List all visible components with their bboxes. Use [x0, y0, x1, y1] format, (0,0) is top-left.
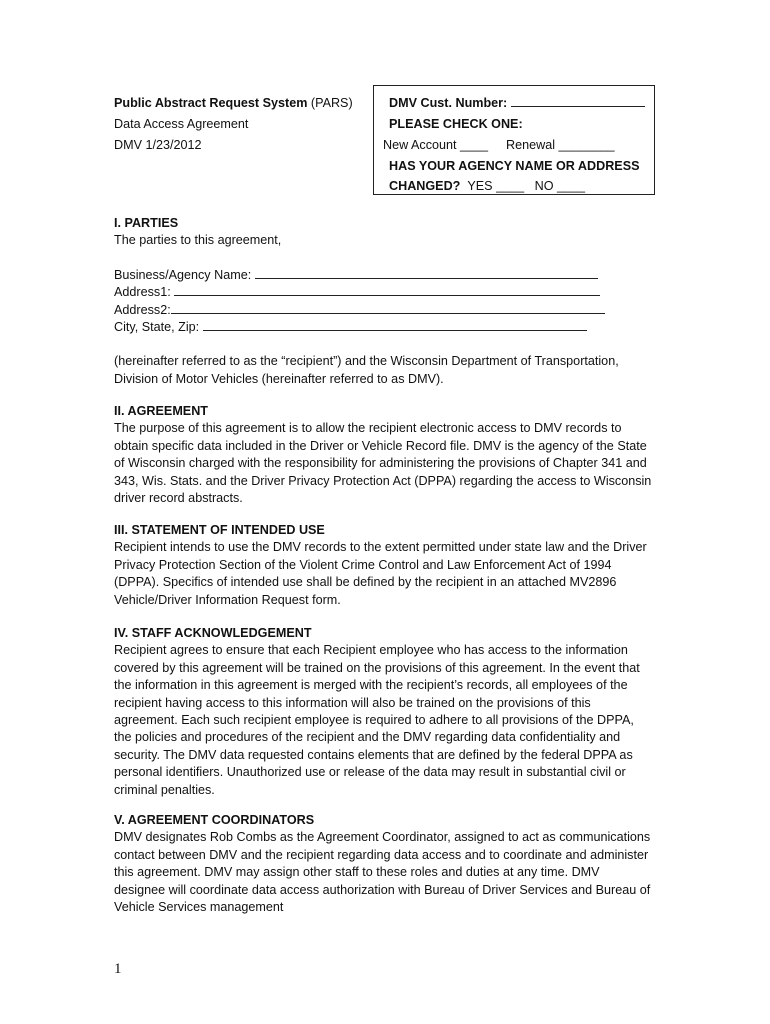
parties-hereinafter: (hereinafter referred to as the “recipient”) and the Wisconsin Department of Transportation, Division of Motor Vehicles (hereinafter referred to as DMV).	[114, 354, 619, 386]
staff-heading: IV. STAFF ACKNOWLEDGEMENT	[114, 626, 312, 640]
coordinators-heading: V. AGREEMENT COORDINATORS	[114, 813, 315, 827]
cust-number-field[interactable]: DMV Cust. Number:	[389, 95, 645, 110]
header-date: DMV 1/23/2012	[114, 138, 202, 152]
changed-question-line1: HAS YOUR AGENCY NAME OR ADDRESS	[389, 159, 640, 173]
staff-body: Recipient agrees to ensure that each Recipient employee who has access to the information covered by this agreement will be trained on the provisions of this agreement. In the event that the information in this agreement is merged with the recipient’s records, all employees of the recipient having access to this information will also be trained on the provisions of this agreement. Each such recipient employee is required to adhere to all provisions of the DPPA, the policies and procedures of the recipient and the DMV regarding data confidentiality and security. The DMV data requested contains elements that are defined by the federal DPPA as personal identifiers. Unauthorized use or release of the data may result in substantial civil or criminal penalties.	[114, 643, 640, 797]
section-agreement	[114, 403, 654, 507]
section-staff-acknowledgement	[114, 625, 654, 799]
section-intended-use	[114, 522, 654, 609]
intended-use-body: Recipient intends to use the DMV records to the extent permitted under state law and the Driver Privacy Protection Section of the Violent Crime Control and Law Enforcement Act of 1994 (DPPA). Specifics of intended use shall be defined by the recipient in an attached MV2896 Vehicle/Driver Information Request form.	[114, 540, 647, 607]
header-block	[114, 93, 353, 156]
parties-intro: The parties to this agreement,	[114, 233, 282, 248]
changed-yes-option[interactable]: YES ____	[467, 179, 525, 193]
parties-heading: I. PARTIES	[114, 216, 179, 230]
business-name-field[interactable]: Business/Agency Name:	[114, 267, 654, 284]
address2-blank[interactable]	[171, 302, 605, 314]
intended-use-heading: III. STATEMENT OF INTENDED USE	[114, 523, 325, 537]
address2-field[interactable]: Address2:	[114, 302, 654, 319]
address1-blank[interactable]	[174, 284, 600, 296]
renewal-option[interactable]: Renewal ________	[506, 138, 615, 152]
cust-number-blank[interactable]	[511, 95, 645, 107]
section-agreement-coordinators	[114, 812, 654, 916]
city-state-zip-field[interactable]: City, State, Zip:	[114, 319, 654, 336]
dmv-info-box	[373, 85, 655, 195]
business-name-blank[interactable]	[255, 267, 598, 279]
header-title: Public Abstract Request System (PARS)	[114, 96, 353, 110]
agreement-body: The purpose of this agreement is to allow the recipient electronic access to DMV records to obtain specific data included in the Driver or Vehicle Record file. DMV is the agency of the State of Wisconsin charged with the responsibility for administering the provisions of Chapter 341 and 343, Wis. Stats. and the Driver Privacy Protection Act (DPPA) regarding the access to Wisconsin driver record abstracts.	[114, 421, 652, 506]
changed-no-option[interactable]: NO ____	[534, 179, 585, 193]
page-number: 1	[114, 961, 122, 977]
changed-question-line2: CHANGED? YES ____ NO ____	[389, 179, 585, 193]
new-account-option[interactable]: New Account ____	[383, 138, 489, 152]
city-state-zip-blank[interactable]	[203, 319, 587, 331]
header-subtitle: Data Access Agreement	[114, 117, 249, 131]
check-one-label: PLEASE CHECK ONE:	[389, 117, 523, 131]
agreement-heading: II. AGREEMENT	[114, 404, 208, 418]
section-parties	[114, 215, 654, 388]
coordinators-body: DMV designates Rob Combs as the Agreement Coordinator, assigned to act as communications contact between DMV and the recipient regarding data access and to coordinate and administer this agreement. DMV may assign other staff to these roles and duties at any time. DMV designee will coordinate data access authorization with Bureau of Driver Services and Bureau of Vehicle Services management	[114, 830, 651, 915]
address1-field[interactable]: Address1:	[114, 284, 654, 301]
